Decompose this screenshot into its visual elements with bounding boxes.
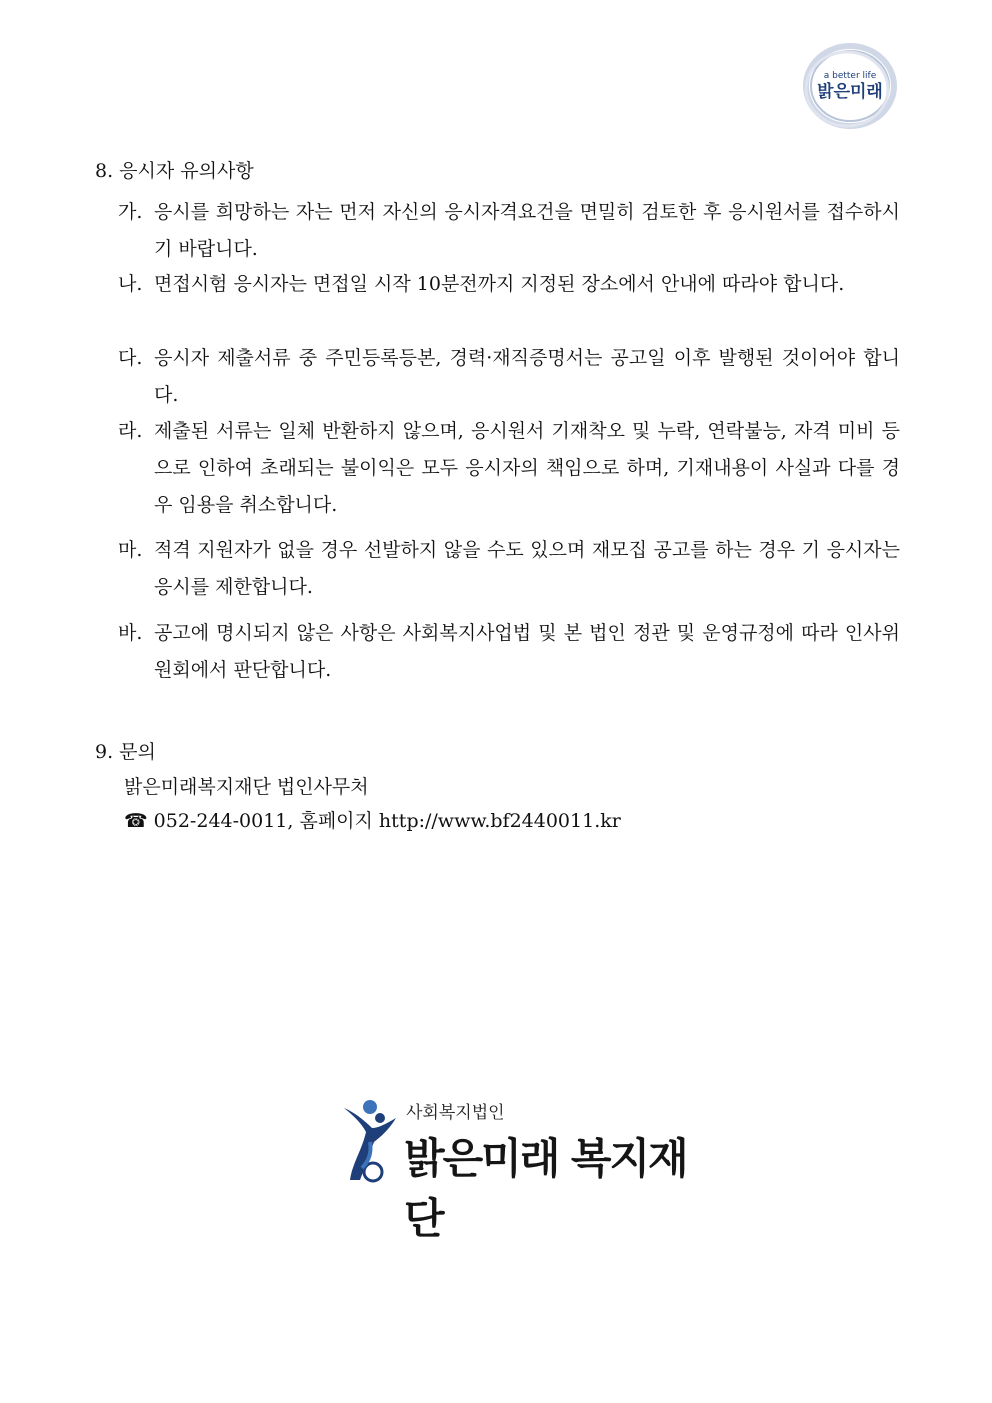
section-9-heading: 9. 문의 bbox=[95, 741, 156, 763]
corner-logo-name: 밝은미래 bbox=[817, 82, 883, 102]
foundation-logo bbox=[340, 1098, 690, 1243]
notice-item bbox=[118, 340, 900, 414]
contact-text: 052-244-0011, 홈페이지 http://www.bf2440011.kr bbox=[153, 810, 621, 832]
item-marker: 마. bbox=[118, 539, 143, 561]
item-text: 적격 지원자가 없을 경우 선발하지 않을 수도 있으며 재모집 공고를 하는 경우 기 응시자는 응시를 제한합니다. bbox=[154, 539, 900, 598]
item-marker: 라. bbox=[118, 420, 143, 442]
item-text: 응시를 희망하는 자는 먼저 자신의 응시자격요건을 면밀히 검토한 후 응시원서를 접수하시기 바랍니다. bbox=[154, 201, 900, 260]
item-text: 면접시험 응시자는 면접일 시작 10분전까지 지정된 장소에서 안내에 따라야 합니다. bbox=[154, 273, 845, 295]
corner-logo bbox=[800, 42, 900, 130]
item-text: 공고에 명시되지 않은 사항은 사회복지사업법 및 본 법인 정관 및 운영규정에 따라 인사위원회에서 판단합니다. bbox=[154, 622, 900, 681]
notice-item bbox=[118, 615, 900, 689]
item-marker: 바. bbox=[118, 622, 143, 644]
notice-item bbox=[118, 413, 900, 524]
foundation-name: 밝은미래 복지재단 bbox=[404, 1134, 687, 1243]
foundation-emblem-icon bbox=[340, 1098, 400, 1188]
foundation-subtitle: 사회복지법인 bbox=[406, 1103, 505, 1123]
corner-logo-tagline: a better life bbox=[823, 71, 877, 81]
item-text: 응시자 제출서류 중 주민등록등본, 경력·재직증명서는 공고일 이후 발행된 것이어야 합니다. bbox=[154, 347, 900, 406]
inquiry-contact bbox=[124, 806, 621, 833]
notice-item bbox=[118, 266, 900, 303]
item-marker: 가. bbox=[118, 201, 143, 223]
phone-icon: ☎ bbox=[124, 810, 148, 832]
item-text: 제출된 서류는 일체 반환하지 않으며, 응시원서 기재착오 및 누락, 연락불능, 자격 미비 등으로 인하여 초래되는 불이익은 모두 응시자의 책임으로 하며, 기재내용이 사실과 다를 경우 임용을 취소합니다. bbox=[154, 420, 900, 516]
notice-item bbox=[118, 532, 900, 606]
notice-item bbox=[118, 194, 900, 268]
inquiry-office: 밝은미래복지재단 법인사무처 bbox=[124, 776, 369, 798]
section-8-heading: 8. 응시자 유의사항 bbox=[95, 160, 254, 182]
item-marker: 다. bbox=[118, 347, 143, 369]
item-marker: 나. bbox=[118, 273, 143, 295]
